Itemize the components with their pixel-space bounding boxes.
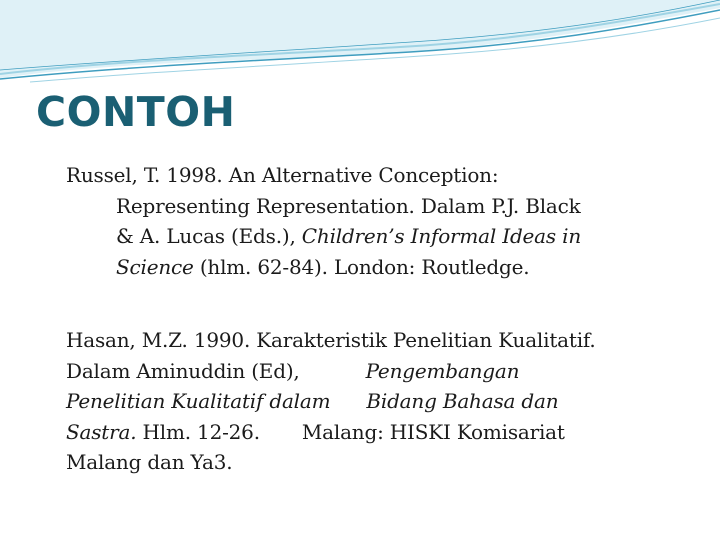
reference-line xyxy=(66,252,581,283)
reference-segment: Hlm. 12-26. xyxy=(136,419,260,444)
reference-segment: Malang: HISKI Komisariat xyxy=(301,419,565,444)
book-title-part: Pengembangan xyxy=(365,358,520,383)
reference-hasan xyxy=(66,325,596,478)
book-title-part: Sastra. xyxy=(66,419,137,444)
slide-title: CONTOH xyxy=(36,88,236,136)
reference-line xyxy=(66,386,596,417)
book-title-part: Bidang Bahasa dan xyxy=(366,389,559,413)
book-title-part: Children’s Informal Ideas in xyxy=(301,224,582,248)
book-title-part: Science xyxy=(116,254,194,279)
reference-line xyxy=(66,221,581,252)
reference-line xyxy=(66,417,596,448)
reference-line: Malang dan Ya3. xyxy=(66,450,233,474)
reference-line xyxy=(66,356,596,387)
book-title-part: Penelitian Kualitatif dalam xyxy=(66,389,331,413)
banner-background xyxy=(0,0,720,78)
reference-segment: & A. Lucas (Eds.), xyxy=(116,224,302,248)
reference-line: Russel, T. 1998. An Alternative Conception: xyxy=(66,163,499,187)
reference-segment: Dalam Aminuddin (Ed), xyxy=(66,358,300,383)
reference-line: Hasan, M.Z. 1990. Karakteristik Penelitian Kualitatif. xyxy=(66,328,596,352)
reference-russel xyxy=(66,160,581,282)
reference-line: Representing Representation. Dalam P.J. Black xyxy=(116,193,581,218)
reference-segment: (hlm. 62-84). London: Routledge. xyxy=(193,254,530,279)
header-banner xyxy=(0,0,720,100)
